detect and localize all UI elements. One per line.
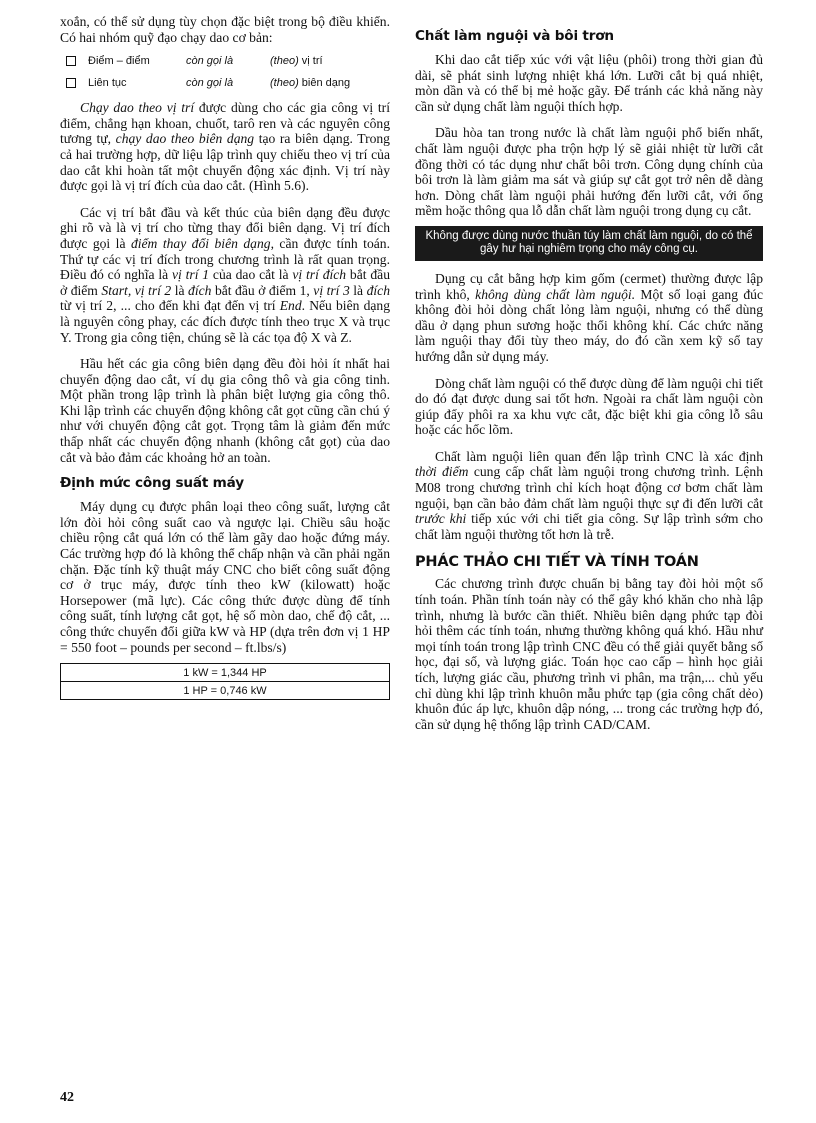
table-cell: 1 HP = 0,746 kW xyxy=(61,682,390,700)
coolant-paragraph-1: Khi dao cắt tiếp xúc với vật liệu (phôi) trong thời gian đủ dài, sẽ phát sinh lượng nhiệt khá lớn. Lưỡi cắt bị quá nhiệt, mòn dần và có thể bị mẻ hoặc gãy. Để tránh các khả năng này cần sử dụng chất làm nguội thích hợp. xyxy=(415,52,763,114)
checkbox-icon xyxy=(66,78,76,88)
table-row xyxy=(61,682,390,700)
table-row xyxy=(61,664,390,682)
list-item-value: (theo) vị trí xyxy=(270,55,323,68)
list-item-value: (theo) biên dạng xyxy=(270,77,351,90)
list-item-alias: còn gọi là xyxy=(186,77,234,90)
position-paragraph: Chạy dao theo vị trí được dùng cho các gia công vị trí điểm, chẳng hạn khoan, chuốt, tarô ren và các nguyên công tương tự, chạy dao theo biên dạng tạo ra biên dạng. Trong cả hai trường hợp, dữ liệu lập trình quy chiếu theo vị trí của dao cắt khi hoàn tất một chuyển động xác định. Vị trí này được gọi là vị trí đích của dao cắt. (Hình 5.6). xyxy=(60,100,390,194)
section-heading-calculation: PHÁC THẢO CHI TIẾT VÀ TÍNH TOÁN xyxy=(415,554,699,571)
tolerance-paragraph: Dòng chất làm nguội có thể được dùng để làm nguội chi tiết do đó đạt được dung sai tốt hơn. Ngoài ra chất làm nguội còn giúp đẩy phôi ra xa khu vực cắt, đặc biệt khi gia công lỗ sâu hoặc các hốc lõm. xyxy=(415,375,763,438)
left-column xyxy=(60,14,390,700)
coolant-paragraph-2: Dầu hòa tan trong nước là chất làm nguội phổ biến nhất, chất làm nguội được pha trộn hợp lý sẽ giải nhiệt từ lưỡi cắt đồng thời có tác dụng như chất bôi trơn. Công dụng chính của bôi trơn là làm giảm ma sát và giúp sự cắt gọt trở nên dễ dàng hơn. Dòng chất làm nguội phải hướng đến lưỡi cắt, với ống mềm hoặc thông qua lỗ dẫn chất làm nguội trong dụng cụ cắt. xyxy=(415,125,763,219)
path-type-list xyxy=(60,50,390,94)
page-number: 42 xyxy=(60,1090,74,1105)
warning-box: Không được dùng nước thuần túy làm chất làm nguội, do có thể gây hư hại nghiêm trọng cho máy công cụ. xyxy=(415,226,763,261)
contour-paragraph: Các vị trí bắt đầu và kết thúc của biên dạng đều được ghi rõ và là vị trí cho từng thay đổi biên dạng. Vị trí đích được gọi là điểm thay đổi biên dạng, cần được tính toán. Thứ tự các vị trí đích trong chương trình là rất quan trọng. Điều đó có nghĩa là vị trí 1 của dao cắt là vị trí đích bắt đầu ở điểm Start, vị trí 2 là đích bắt đầu ở điểm 1, vị trí 3 là đích từ vị trí 2, ... cho đến khi đạt đến vị trí End. Nếu biên dạng là nguyên công phay, các đích được tính theo trục X và trục Y. Trong gia công tiện, chúng sẽ là các tọa độ X và Z. xyxy=(60,204,391,345)
calculation-paragraph: Các chương trình được chuẩn bị bằng tay đòi hỏi một số tính toán. Phần tính toán này có thể gây khó khăn cho nhà lập trình, nhưng là bước cần thiết. Nhiều biên dạng phức tạp đòi hỏi thêm các tính toán, nhưng thường không quá khó. Hầu như mọi tính toán trong lập trình CNC đều có thể giải quyết bằng số học, đại số, và lượng giác. Toán học cao cấp – hình học giải tích, lượng giác cầu, phương trình vi phân, ma trận,... chủ yếu chỉ dùng khi lập trình khuôn mẫu phức tạp (gia công chất dẻo) khuôn đúc áp lực, khuôn dập nóng, ... trong các trường hợp đó, cần sử dụng hệ thống lập trình CAD/CAM. xyxy=(415,576,763,732)
list-item xyxy=(60,50,390,72)
list-item-alias: còn gọi là xyxy=(186,55,234,68)
table-cell: 1 kW = 1,344 HP xyxy=(61,664,390,682)
list-item-term: Liên tục xyxy=(88,77,127,90)
section-heading-power: Định mức công suất máy xyxy=(60,475,244,492)
roughing-paragraph: Hầu hết các gia công biên dạng đều đòi hỏi ít nhất hai chuyển động dao cắt, ví dụ gia công thô và gia công tinh. Một phần trong lập trình là phân biệt lượng gia công thô. Khi lập trình các chuyển động không cắt gọt cũng cần chú ý như với chuyển động cắt gọt. Trọng tâm là giảm đến mức thấp nhất các chuyển động nhanh (không cắt gọt) của dao cắt và bảo đảm các khoảng hở an toàn. xyxy=(60,356,390,465)
list-item-term: Điểm – điểm xyxy=(88,55,150,68)
right-column xyxy=(415,14,763,732)
conversion-table xyxy=(60,663,390,700)
cermet-paragraph: Dụng cụ cắt bằng hợp kim gốm (cermet) thường được lập trình khô, không dùng chất làm nguội. Một số loại gang đúc không đòi hỏi dòng chất lỏng làm nguội, nhưng có thể dùng dầu ở dạng phun sương hoặc thổi không khí. Các chức năng làm nguội thay đổi tùy theo máy, do đó cần xem kỹ sổ tay hướng dẫn sử dụng máy. xyxy=(415,270,763,364)
intro-paragraph: xoắn, có thể sử dụng tùy chọn đặc biệt trong bộ điều khiển. Có hai nhóm quỹ đạo chạy dao cơ bản: xyxy=(60,14,390,45)
checkbox-icon xyxy=(66,56,76,66)
power-paragraph: Máy dụng cụ được phân loại theo công suất, lượng cắt lớn đòi hỏi công suất cao và ngược lại. Chiều sâu hoặc chiều rộng cắt quá lớn có thể làm gãy dao hoặc đứng máy. Các trường hợp đó là không thể chấp nhận và cần phải ngăn chặn. Đặc tính kỹ thuật máy CNC cho biết công suất động cơ ở trục máy, được tính theo kW (kilowatt) hoặc Horsepower (mã lực). Các công thức được dùng để tính công suất, tính lượng cắt gọt, hệ số mòn dao, chế độ cắt, ... công thức chuyển đổi giữa kW và HP (dựa trên đơn vị 1 HP = 550 foot – pounds per second – ft.lbs/s) xyxy=(60,499,390,655)
list-item xyxy=(60,72,390,94)
timing-paragraph: Chất làm nguội liên quan đến lập trình CNC là xác định thời điểm cung cấp chất làm nguội trong chương trình. Lệnh M08 trong chương trình chỉ kích hoạt động cơ bơm chất làm nguội, bạn cần bảo đảm chất làm nguội thực sự đi đến lưỡi cắt trước khi tiếp xúc với chi tiết gia công. Sự lập trình sớm cho chất làm nguội thường tốt hơn là trễ. xyxy=(415,448,763,542)
section-heading-coolant: Chất làm nguội và bôi trơn xyxy=(415,28,614,44)
